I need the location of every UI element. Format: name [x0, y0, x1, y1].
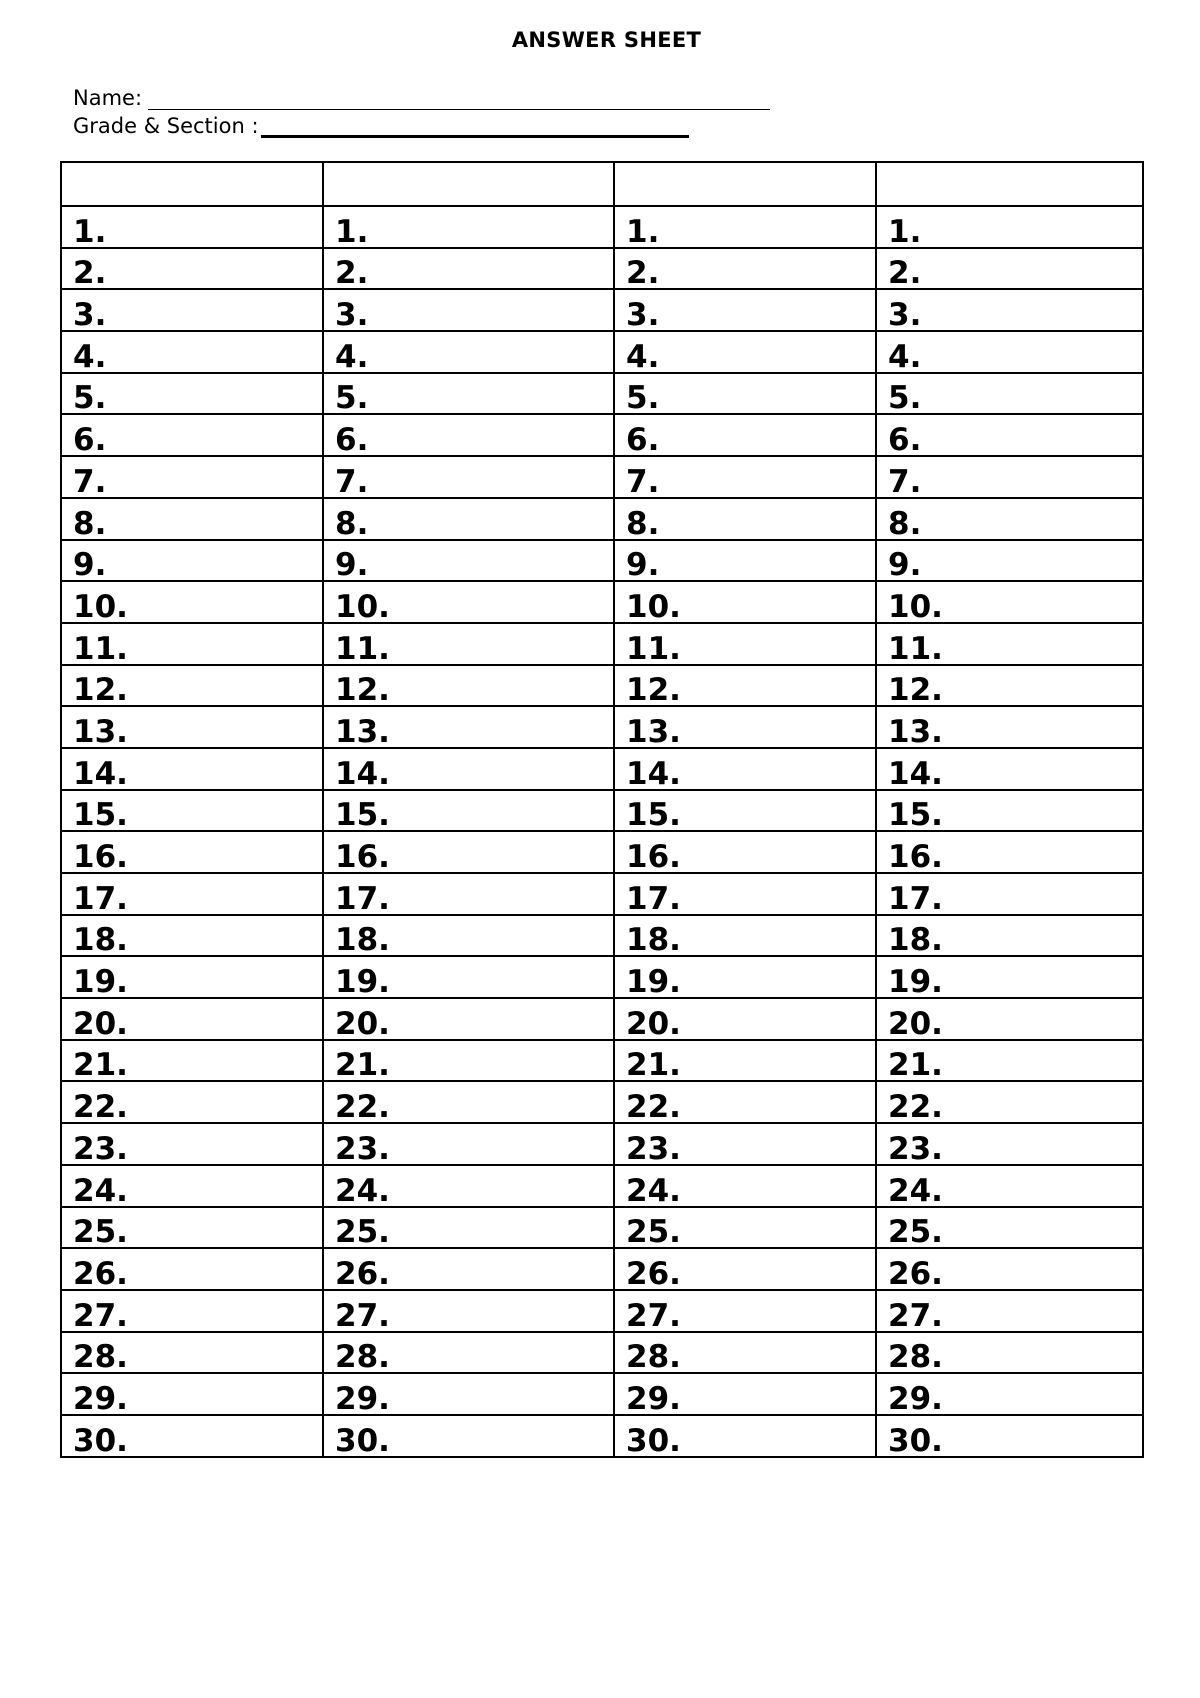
item-number: 12. [73, 672, 128, 709]
item-number: 20. [888, 1005, 943, 1042]
item-number: 18. [888, 922, 943, 959]
answer-cell[interactable] [61, 1207, 323, 1249]
item-number: 13. [73, 713, 128, 750]
answer-cell[interactable] [323, 1290, 614, 1332]
item-number: 28. [626, 1339, 681, 1376]
item-number: 7. [888, 463, 922, 500]
item-number: 30. [73, 1422, 128, 1459]
answer-cell[interactable] [323, 1415, 614, 1457]
item-number: 3. [335, 297, 369, 334]
answer-cell[interactable] [61, 623, 323, 665]
answer-cell[interactable] [323, 331, 614, 373]
item-number: 2. [888, 255, 922, 292]
item-number: 17. [626, 880, 681, 917]
item-number: 8. [73, 505, 107, 542]
answer-cell[interactable] [876, 1248, 1143, 1290]
answer-cell[interactable] [876, 540, 1143, 582]
item-number: 27. [73, 1297, 128, 1334]
answer-cell[interactable] [61, 456, 323, 498]
answer-cell[interactable] [61, 331, 323, 373]
item-number: 28. [335, 1339, 390, 1376]
answer-cell[interactable] [876, 1332, 1143, 1374]
item-number: 16. [73, 839, 128, 875]
answer-cell[interactable] [614, 665, 876, 707]
answer-cell[interactable] [323, 1248, 614, 1290]
item-number: 22. [626, 1089, 681, 1126]
item-number: 14. [626, 755, 681, 792]
item-number: 27. [335, 1297, 390, 1334]
item-number: 10. [888, 588, 943, 625]
answer-cell[interactable] [323, 998, 614, 1040]
answer-cell[interactable] [876, 623, 1143, 665]
answer-cell[interactable] [876, 498, 1143, 540]
answer-cell[interactable] [614, 581, 876, 623]
answer-cell[interactable] [876, 915, 1143, 957]
answer-cell[interactable] [614, 206, 876, 248]
answer-cell[interactable] [614, 623, 876, 665]
answer-cell[interactable] [61, 1332, 323, 1374]
item-number: 6. [888, 422, 922, 459]
item-number: 2. [626, 255, 660, 292]
answer-cell[interactable] [876, 1290, 1143, 1332]
answer-cell[interactable] [61, 1415, 323, 1457]
item-number: 13. [888, 713, 943, 750]
answer-cell[interactable] [876, 665, 1143, 707]
answer-cell[interactable] [61, 1290, 323, 1332]
answer-cell[interactable] [614, 1415, 876, 1457]
answer-cell[interactable] [876, 331, 1143, 373]
item-number: 12. [335, 672, 390, 709]
item-number: 25. [73, 1214, 128, 1251]
answer-cell[interactable] [614, 956, 876, 1001]
table-row [61, 790, 1143, 832]
answer-rows [61, 206, 1143, 1457]
table-row [61, 1040, 1143, 1082]
answer-cell[interactable] [323, 665, 614, 707]
grade-section-label: Grade & Section : [73, 114, 259, 138]
item-number: 19. [888, 964, 943, 1001]
item-number: 9. [626, 547, 660, 584]
item-number: 2. [335, 255, 369, 292]
answer-cell[interactable] [876, 831, 1143, 873]
item-number: 24. [73, 1172, 128, 1209]
answer-cell[interactable] [323, 1373, 614, 1415]
item-number: 15. [626, 797, 681, 834]
table-row [61, 289, 1143, 331]
answer-cell[interactable] [614, 706, 876, 748]
item-number: 7. [335, 463, 369, 500]
item-number: 4. [335, 338, 369, 375]
item-number: 3. [626, 297, 660, 334]
answer-cell[interactable] [61, 873, 323, 915]
answer-cell[interactable] [61, 915, 323, 957]
item-number: 16. [335, 839, 390, 875]
answer-cell[interactable] [876, 1207, 1143, 1249]
answer-cell[interactable] [876, 1123, 1143, 1165]
item-number: 22. [335, 1089, 390, 1126]
answer-cell[interactable] [61, 248, 323, 290]
table-row [61, 665, 1143, 707]
item-number: 12. [888, 672, 943, 709]
header-row [61, 162, 1143, 206]
item-number: 19. [626, 964, 681, 1001]
table-row [61, 1248, 1143, 1290]
answer-cell[interactable] [876, 706, 1143, 748]
item-number: 23. [335, 1130, 390, 1167]
item-number: 26. [335, 1255, 390, 1292]
item-number: 16. [888, 839, 943, 875]
item-number: 1. [335, 213, 369, 250]
answer-cell[interactable] [876, 581, 1143, 623]
answer-cell[interactable] [323, 873, 614, 915]
answer-cell[interactable] [614, 1332, 876, 1374]
item-number: 15. [888, 797, 943, 834]
item-number: 20. [73, 1005, 128, 1042]
table-row [61, 1373, 1143, 1415]
name-field [73, 86, 770, 110]
item-number: 20. [335, 1005, 390, 1042]
item-number: 29. [626, 1380, 681, 1417]
item-number: 22. [888, 1089, 943, 1126]
answer-cell[interactable] [323, 915, 614, 957]
item-number: 8. [888, 505, 922, 542]
answer-cell[interactable] [614, 248, 876, 290]
answer-cell[interactable] [61, 581, 323, 623]
answer-cell[interactable] [61, 1081, 323, 1126]
item-number: 11. [888, 630, 943, 667]
table-row [61, 248, 1143, 290]
answer-cell[interactable] [323, 956, 614, 1001]
table-row [61, 331, 1143, 373]
answer-cell[interactable] [323, 706, 614, 748]
answer-cell[interactable] [61, 1373, 323, 1415]
table-row [61, 956, 1143, 998]
table-row [61, 623, 1143, 665]
table-row [61, 831, 1143, 873]
item-number: 28. [888, 1339, 943, 1376]
item-number: 1. [73, 213, 107, 250]
item-number: 19. [335, 964, 390, 1001]
item-number: 21. [626, 1047, 681, 1084]
answer-cell[interactable] [614, 1373, 876, 1415]
answer-cell[interactable] [61, 289, 323, 334]
answer-cell[interactable] [61, 498, 323, 540]
answer-cell[interactable] [614, 748, 876, 790]
table-row [61, 706, 1143, 748]
answer-cell[interactable] [614, 998, 876, 1040]
item-number: 17. [335, 880, 390, 917]
answer-cell[interactable] [61, 373, 323, 415]
table-row [61, 998, 1143, 1040]
item-number: 24. [335, 1172, 390, 1209]
item-number: 27. [626, 1297, 681, 1334]
item-number: 15. [73, 797, 128, 834]
item-number: 29. [888, 1380, 943, 1417]
item-number: 7. [73, 463, 107, 500]
table-row [61, 1415, 1143, 1457]
item-number: 8. [626, 505, 660, 542]
item-number: 8. [335, 505, 369, 542]
answer-cell[interactable] [876, 748, 1143, 790]
item-number: 13. [626, 713, 681, 750]
grade-section-field [73, 114, 689, 138]
item-number: 29. [73, 1380, 128, 1417]
answer-cell[interactable] [323, 581, 614, 623]
item-number: 5. [888, 380, 922, 417]
item-number: 10. [626, 588, 681, 625]
answer-cell[interactable] [61, 206, 323, 248]
table-row [61, 1165, 1143, 1207]
answer-cell[interactable] [614, 414, 876, 459]
answer-cell[interactable] [323, 540, 614, 582]
table-row [61, 1207, 1143, 1249]
item-number: 5. [335, 380, 369, 417]
answer-cell[interactable] [614, 498, 876, 540]
answer-cell[interactable] [876, 1165, 1143, 1207]
page-title: ANSWER SHEET [511, 28, 702, 52]
answer-cell[interactable] [323, 206, 614, 248]
table-row [61, 1081, 1143, 1123]
answer-cell[interactable] [876, 1415, 1143, 1457]
item-number: 24. [888, 1172, 943, 1209]
answer-cell[interactable] [61, 1165, 323, 1207]
item-number: 26. [888, 1255, 943, 1292]
answer-cell[interactable] [61, 998, 323, 1040]
item-number: 12. [626, 672, 681, 709]
item-number: 10. [335, 588, 390, 625]
answer-cell[interactable] [323, 289, 614, 334]
table-row [61, 1332, 1143, 1374]
item-number: 18. [335, 922, 390, 959]
answer-cell[interactable] [614, 289, 876, 334]
answer-table [60, 161, 1144, 1458]
item-number: 3. [888, 297, 922, 334]
item-number: 11. [335, 630, 390, 667]
item-number: 4. [626, 338, 660, 375]
answer-cell[interactable] [61, 1248, 323, 1290]
answer-cell[interactable] [61, 790, 323, 832]
table-row [61, 414, 1143, 456]
item-number: 17. [73, 880, 128, 917]
item-number: 22. [73, 1089, 128, 1126]
item-number: 24. [626, 1172, 681, 1209]
answer-cell[interactable] [614, 1290, 876, 1332]
item-number: 18. [73, 922, 128, 959]
answer-cell[interactable] [614, 331, 876, 373]
header-cell [323, 162, 614, 206]
item-number: 25. [626, 1214, 681, 1251]
table-row [61, 873, 1143, 915]
answer-cell[interactable] [61, 831, 323, 873]
answer-cell[interactable] [614, 1165, 876, 1207]
item-number: 3. [73, 297, 107, 334]
name-label: Name: [73, 86, 143, 110]
item-number: 19. [73, 964, 128, 1001]
item-number: 9. [73, 547, 107, 584]
item-number: 4. [73, 338, 107, 375]
answer-cell[interactable] [61, 665, 323, 707]
answer-cell[interactable] [323, 248, 614, 290]
header-cell [614, 162, 876, 206]
answer-cell[interactable] [323, 1081, 614, 1126]
item-number: 16. [626, 839, 681, 875]
item-number: 23. [73, 1130, 128, 1167]
answer-cell[interactable] [323, 831, 614, 873]
item-number: 18. [626, 922, 681, 959]
table-row [61, 540, 1143, 582]
item-number: 21. [335, 1047, 390, 1084]
answer-cell[interactable] [614, 1248, 876, 1290]
item-number: 17. [888, 880, 943, 917]
name-blank-line[interactable] [148, 89, 770, 110]
answer-cell[interactable] [323, 1165, 614, 1207]
item-number: 20. [626, 1005, 681, 1042]
item-number: 5. [626, 380, 660, 417]
answer-cell[interactable] [614, 790, 876, 832]
answer-cell[interactable] [323, 373, 614, 415]
answer-cell[interactable] [323, 1207, 614, 1249]
item-number: 1. [626, 213, 660, 250]
answer-cell[interactable] [323, 1332, 614, 1374]
item-number: 11. [626, 630, 681, 667]
item-number: 11. [73, 630, 128, 667]
answer-cell[interactable] [876, 373, 1143, 415]
table-row [61, 373, 1143, 415]
item-number: 4. [888, 338, 922, 375]
answer-cell[interactable] [876, 956, 1143, 1001]
table-row [61, 206, 1143, 248]
answer-cell[interactable] [876, 414, 1143, 459]
answer-cell[interactable] [323, 456, 614, 498]
answer-cell[interactable] [61, 956, 323, 1001]
answer-cell[interactable] [323, 1123, 614, 1165]
header-cell [61, 162, 323, 206]
answer-cell[interactable] [614, 373, 876, 415]
item-number: 21. [73, 1047, 128, 1084]
table-row [61, 498, 1143, 540]
answer-cell[interactable] [876, 873, 1143, 915]
table-row [61, 748, 1143, 790]
item-number: 2. [73, 255, 107, 292]
item-number: 6. [335, 422, 369, 459]
item-number: 6. [626, 422, 660, 459]
item-number: 14. [888, 755, 943, 792]
answer-cell[interactable] [614, 1207, 876, 1249]
answer-cell[interactable] [614, 456, 876, 498]
answer-cell[interactable] [876, 289, 1143, 334]
item-number: 27. [888, 1297, 943, 1334]
answer-cell[interactable] [61, 414, 323, 459]
item-number: 9. [335, 547, 369, 584]
answer-cell[interactable] [614, 1081, 876, 1126]
item-number: 14. [73, 755, 128, 792]
item-number: 28. [73, 1339, 128, 1376]
answer-cell[interactable] [61, 540, 323, 582]
item-number: 30. [888, 1422, 943, 1459]
item-number: 5. [73, 380, 107, 417]
item-number: 29. [335, 1380, 390, 1417]
answer-cell[interactable] [614, 1123, 876, 1165]
answer-cell[interactable] [614, 540, 876, 582]
answer-cell[interactable] [876, 1373, 1143, 1415]
item-number: 30. [626, 1422, 681, 1459]
item-number: 25. [888, 1214, 943, 1251]
answer-cell[interactable] [876, 248, 1143, 290]
answer-cell[interactable] [323, 1040, 614, 1082]
answer-cell[interactable] [614, 831, 876, 873]
item-number: 10. [73, 588, 128, 625]
answer-cell[interactable] [323, 748, 614, 790]
item-number: 7. [626, 463, 660, 500]
answer-cell[interactable] [876, 1040, 1143, 1082]
table-row [61, 1290, 1143, 1332]
table-row [61, 456, 1143, 498]
item-number: 15. [335, 797, 390, 834]
item-number: 9. [888, 547, 922, 584]
answer-cell[interactable] [614, 915, 876, 957]
answer-cell[interactable] [876, 998, 1143, 1040]
item-number: 6. [73, 422, 107, 459]
item-number: 14. [335, 755, 390, 792]
item-number: 30. [335, 1422, 390, 1459]
item-number: 21. [888, 1047, 943, 1084]
table-row [61, 581, 1143, 623]
answer-cell[interactable] [323, 498, 614, 540]
table-row [61, 915, 1143, 957]
answer-cell[interactable] [876, 790, 1143, 832]
answer-cell[interactable] [61, 1123, 323, 1165]
answer-cell[interactable] [61, 748, 323, 790]
item-number: 13. [335, 713, 390, 750]
header-cell [876, 162, 1143, 206]
answer-cell[interactable] [323, 623, 614, 665]
answer-cell[interactable] [614, 1040, 876, 1082]
answer-cell[interactable] [876, 456, 1143, 498]
answer-cell[interactable] [323, 790, 614, 832]
answer-cell[interactable] [61, 1040, 323, 1082]
item-number: 26. [626, 1255, 681, 1292]
answer-cell[interactable] [876, 206, 1143, 248]
answer-cell[interactable] [876, 1081, 1143, 1126]
item-number: 26. [73, 1255, 128, 1292]
answer-cell[interactable] [614, 873, 876, 915]
answer-cell[interactable] [61, 706, 323, 748]
item-number: 23. [626, 1130, 681, 1167]
item-number: 25. [335, 1214, 390, 1251]
answer-cell[interactable] [323, 414, 614, 459]
item-number: 23. [888, 1130, 943, 1167]
grade-section-blank-line[interactable] [261, 115, 689, 138]
table-row [61, 1123, 1143, 1165]
item-number: 1. [888, 213, 922, 250]
